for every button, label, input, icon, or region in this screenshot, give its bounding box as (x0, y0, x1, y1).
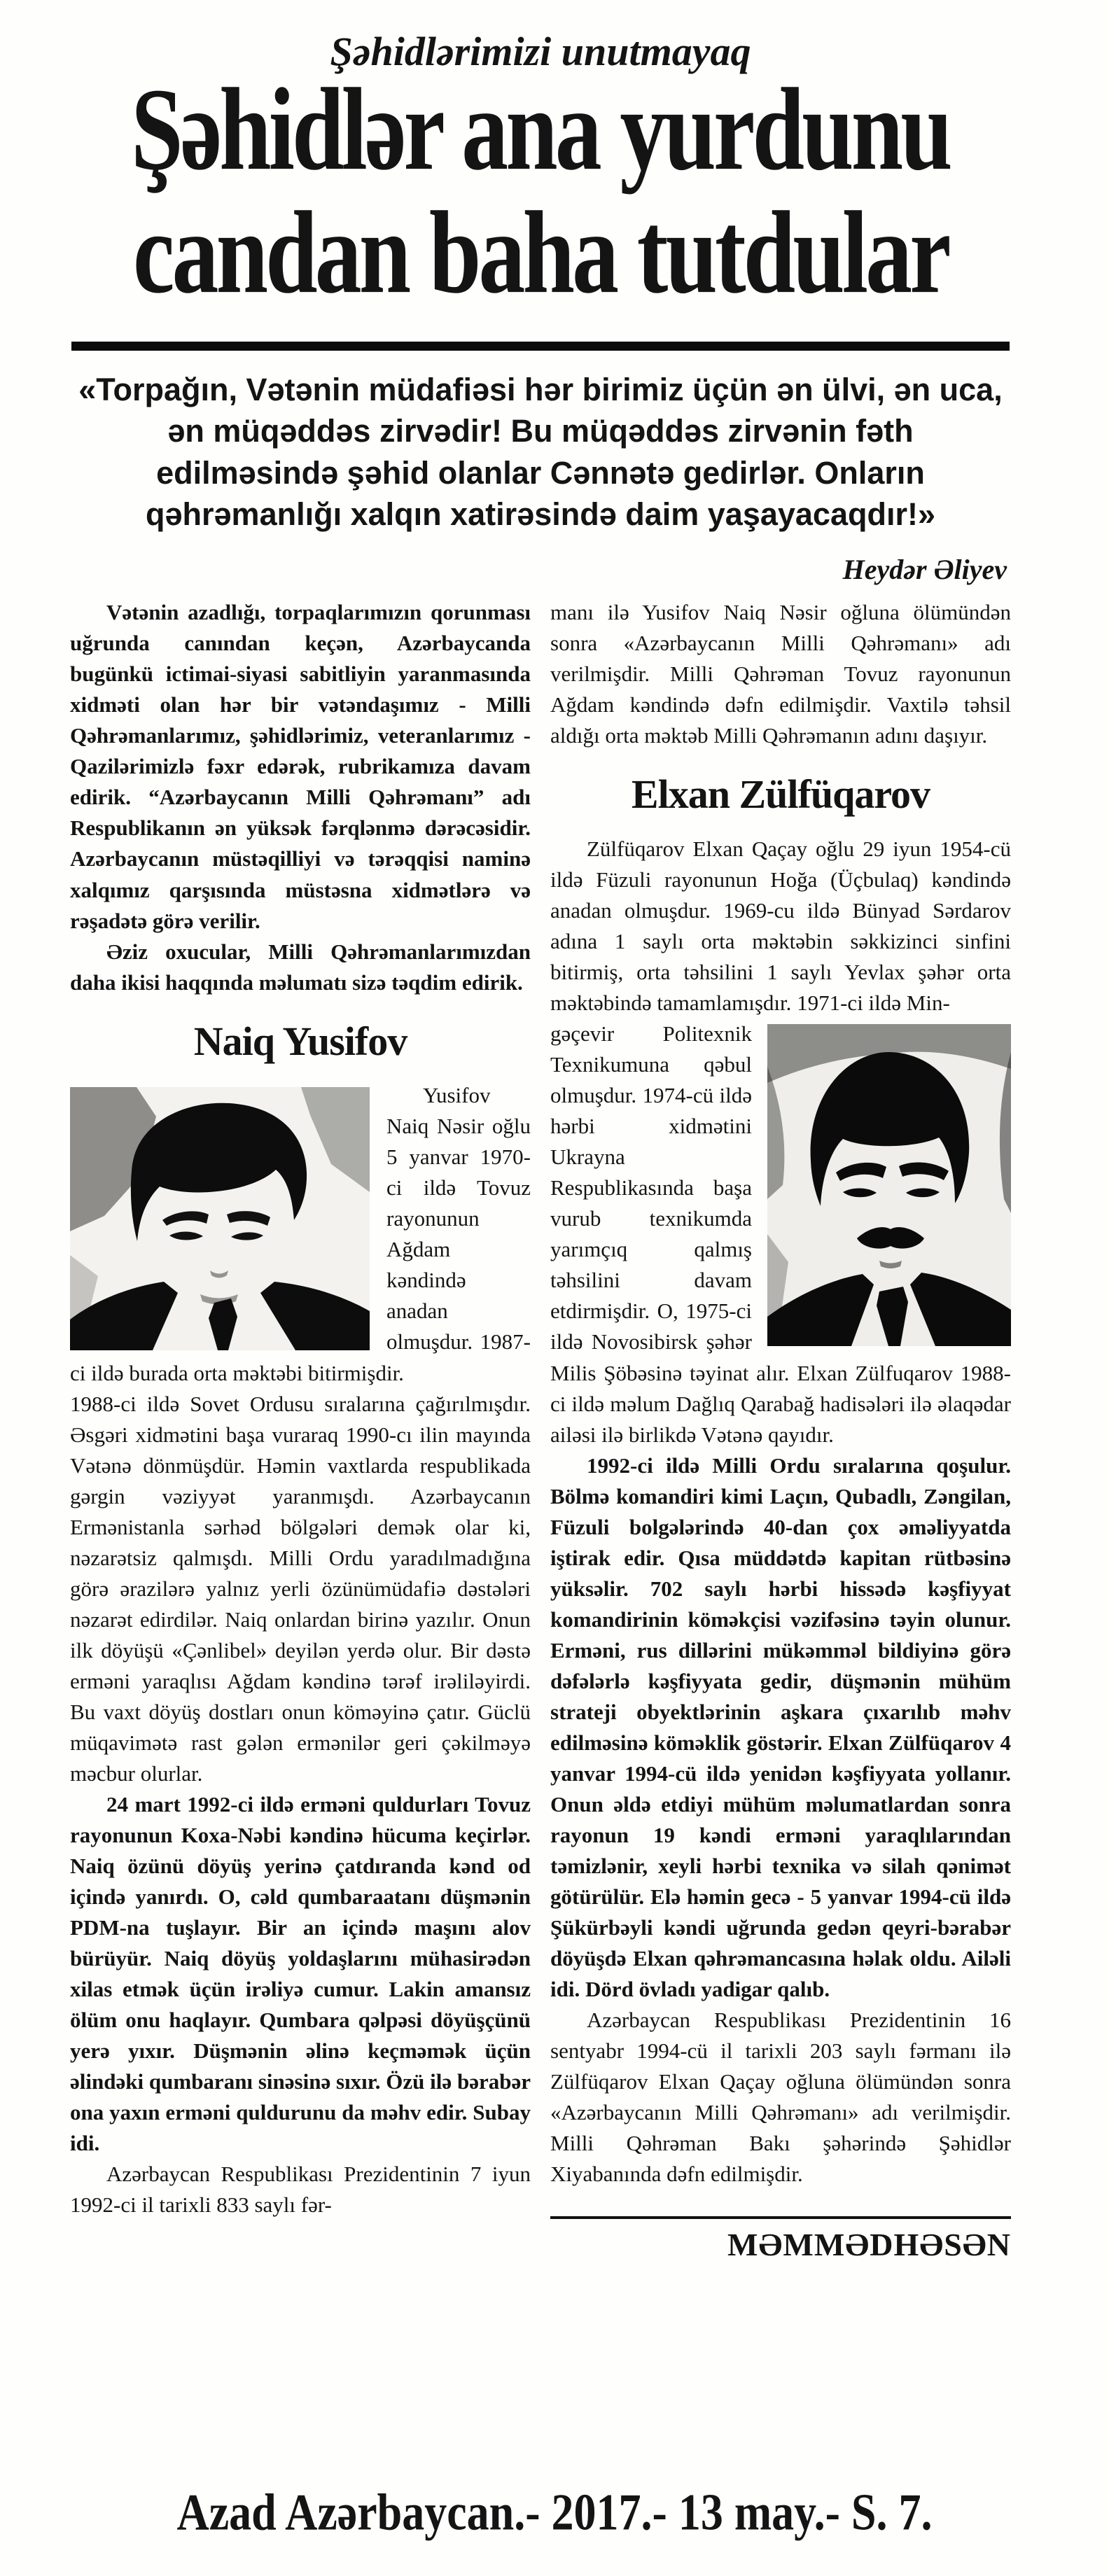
section-title-elxan: Elxan Zülfüqarov (631, 771, 930, 818)
naiq-battle-paragraph: 24 mart 1992-ci ildə erməni quldurları Tovuz rayonunun Koxa-Nəbi kəndinə hücuma keçirlər. Naiq özünü döyüş yerinə çatdıranda kənd od içində yanırdı. O, cəld qumbaraatanı düşmənin PDM-na tuşlayır. Bir an içində maşını alov bürüyür. Naiq döyüş yoldaşlarını mühasirədən xilas etmək üçün irəliyə cumur. Lakin amansız ölüm onu haqlayır. Qumbara qəlpəsi döyüşçünü yerə yıxır. Düşmənin əlinə keçməmək üçün əlindəki qumbaranı sinəsinə sıxır. Özü ilə bərabər ona yaxın erməni quldurunu da məhv edir. Subay idi. (70, 1791, 531, 2155)
elxan-battle-paragraph: 1992-ci ildə Milli Ordu sıralarına qoşulur. Bölmə komandiri kimi Laçın, Qubadlı, Zəngilan, Füzuli bolgələrində 40-dan çox əməliyyatda iştirak edir. Qısa müddətdə kapitan rütbəsinə yüksəlir. 702 saylı hərbi hissədə kəşfiyyat komandirinin köməkçisi vəzifəsinə təyin olunur. Erməni, rus dillərini mükəmməl bildiyinə görə dəfələrlə kəşfiyyata gedir, düşmənin mühüm strateji obyektlərinin aşkara çıxarılıb məhv edilməsinə köməklik göstərir. Elxan Zülfüqarov 4 yanvar 1994-cü ildə yenidən kəşfiyyata yollanır. Onun əldə etdiyi mühüm məlumatlardan sonra rayonun 19 kəndi erməni yaraqlılarından təmizlənir, xeyli hərbi texnika və silah qənimət götürülür. Elə həmin gecə - 5 yanvar 1994-cü ildə Şükürbəyli kəndi uğrunda gedən qeyri-bərabər döyüşdə Elxan qəhrəmancasına həlak oldu. Ailəli idi. Dörd övladı yadigar qalıb. (550, 1452, 1011, 2001)
elxan-section (550, 1018, 1011, 2190)
author-signature: MƏMMƏDHƏSƏN (727, 2226, 1011, 2262)
naiq-section (70, 1080, 531, 2220)
left-column (70, 597, 531, 2262)
intro-paragraph-1: Vətənin azadlığı, torpaqlarımızın qorunması uğrunda canından keçən, Azərbaycanda bugünkü ictimai-siyasi sabitliyin yaranmasında xidməti olan hər bir vətəndaşımız - Milli Qəhrəmanlarımız, şəhidlərimiz, veteranlarımız - Qazilərimizlə fəxr edərək, rubrikamıza davam edirik. “Azərbaycanın Milli Qəhrəmanı” adı Respublikanın ən yüksək fərqlənmə dərəcəsidir. Azərbaycanın müstəqilliyi və tərəqqisi naminə xalqımız qarşısında müstəsna xidmətlərə və rəşadətə görə verilir. (70, 600, 531, 933)
article-columns (70, 597, 1011, 2262)
elxan-bio-start: Zülfüqarov Elxan Qaçay oğlu 29 iyun 1954-cü ildə Füzuli rayonunun Hoğa (Üçbulaq) kəndində anadan olmuşdur. 1969-cu ildə Bünyad Sərdarov adına 1 saylı orta məktəbin səkkizinci sinfini bitirmiş, orta təhsilini 1 saylı Yevlax şəhər orta məktəbində tamamlamışdır. 1971-ci ildə Min- (550, 836, 1011, 1016)
naiq-bio-body: 1988-ci ildə Sovet Ordusu sıralarına çağırılmışdır. Əsgəri xidmətini başa vuraraq 1990-cı ilin mayında Vətənə dönmüşdür. Həmin vaxtlarda respublikada gərgin vəziyyət yaranmışdı. Azərbaycanın Ermənistanla sərhəd bölgələri demək olar ki, nəzarətsiz qalmışdı. Milli Ordu yaradılmadığına görə ərazilərə yalnız yerli özünümüdafiə dəstələri nəzarət edirdilər. Naiq onlardan birinə yazılır. Onun ilk döyüşü «Çənlibel» deyilən yerdə olur. Bir dəstə erməni yaraqlısı Ağdam kəndinə tərəf irəliləyirdi. Bu vaxt döyüş dostları onun köməyinə çatır. Güclü müqavimətə rast gələn ermənilər geri çəkilməyə məcbur olurlar. (70, 1391, 531, 1786)
headline-row-2 (70, 186, 1011, 328)
decree-continuation-paragraph: manı ilə Yusifov Naiq Nəsir oğluna ölümündən sonra «Azərbaycanın Milli Qəhrəmanı» adı verilmişdir. Milli Qəhrəman Tovuz rayonunun Ağdam kəndində dəfn edilmişdir. Vaxtilə təhsil aldığı orta məktəb Milli Qəhrəmanın adını daşıyır. (550, 600, 1011, 748)
elxan-decree-paragraph: Azərbaycan Respublikası Prezidentinin 16 sentyabr 1994-cü il tarixli 203 saylı fərmanı ilə Zülfüqarov Elxan Qaçay oğluna ölümündən sonra «Azərbaycanın Milli Qəhrəmanı» adı verilmişdir. Milli Qəhrəman Bakı şəhərində Şəhidlər Xiyabanında dəfn edilmişdir. (550, 2007, 1011, 2186)
naiq-portrait-graphic (70, 1087, 370, 1350)
naiq-yusifov-photo (70, 1087, 370, 1350)
headline-row-1 (70, 63, 1011, 204)
kicker: Şəhidlərimizi unutmayaq (330, 29, 751, 74)
naiq-bio-start: Yusifov Naiq Nəsir oğlu 5 yanvar 1970-ci ildə Tovuz rayonunun Ağdam kəndində anadan olmuşdur. 1987-ci ildə burada orta məktəbi bitirmişdir. (70, 1083, 531, 1385)
elxan-bio-continued: gəçevir Politexnik Texnikumuna qəbul olmuşdur. 1974-cü ildə hərbi xidmətini Ukrayna Respublikasında başa vurub texnikumda yarımçıq qalmış təhsilini davam etdirmişdir. O, 1975-ci ildə Novosibirsk şəhər Milis Şöbəsinə təyinat alır. Elxan Zülfuqarov 1988-ci ildə məlum Dağlıq Qarabağ hadisələri ilə əlaqədar ailəsi ilə birlikdə Vətənə qayıdır. (550, 1021, 1011, 1447)
citation-text: Azad Azərbaycan.- 2017.- 13 may.- S. 7. (176, 2483, 933, 2541)
elxan-portrait-graphic (767, 1024, 1011, 1346)
lead-quote: «Torpağın, Vətənin müdafiəsi hər birimiz üçün ən ülvi, ən uca, ən müqəddəs zirvədir! Bu müqəddəs zirvənin fəth edilməsində şəhid olanlar Cənnətə gedirlər. Onların qəhrəmanlığı xalqın xatirəsində daim yaşayacaqdır!» (78, 371, 1003, 532)
headline-line-1: Şəhidlər ana yurdunu (131, 63, 950, 195)
naiq-decree-paragraph: Azərbaycan Respublikası Prezidentinin 7 iyun 1992-ci il tarixli 833 saylı fər- (70, 2161, 531, 2217)
elxan-zulfuqarov-photo (767, 1024, 1011, 1346)
headline-line-2: candan baha tutdular (132, 186, 949, 318)
signature-rule (550, 2216, 1011, 2219)
intro-paragraph-2: Əziz oxucular, Milli Qəhrəmanlarımızdan daha ikisi haqqında məlumatı sizə təqdim edirik. (70, 939, 531, 995)
right-column (550, 597, 1011, 2262)
citation-footer (0, 2483, 1109, 2542)
quote-attribution: Heydər Əliyev (842, 554, 1007, 586)
headline-rule (71, 342, 1010, 351)
section-title-naiq: Naiq Yusifov (193, 1018, 407, 1064)
headline (70, 63, 1011, 328)
